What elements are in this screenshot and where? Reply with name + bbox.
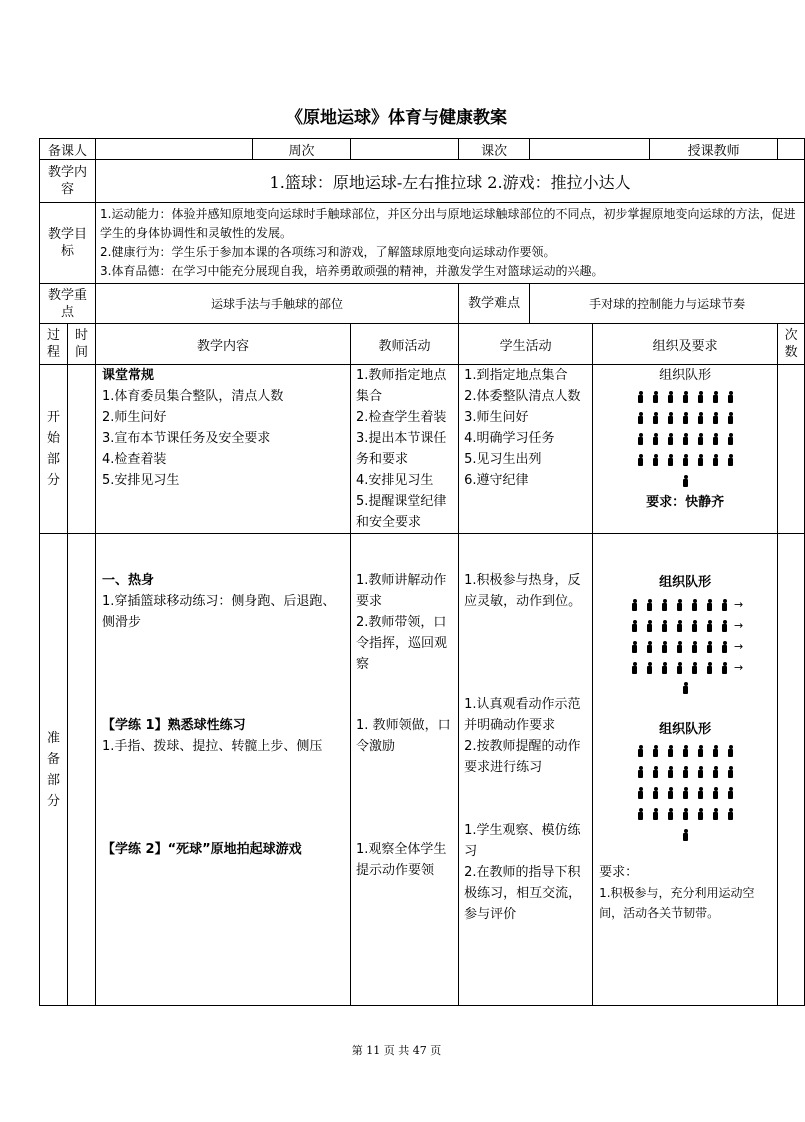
list-item: 5.安排见习生 bbox=[102, 473, 180, 488]
student-icon bbox=[667, 808, 674, 820]
student-icon bbox=[727, 787, 734, 799]
list-item: 6.遵守纪律 bbox=[464, 473, 529, 488]
goals-label: 教学目标 bbox=[40, 203, 96, 284]
student-icon bbox=[691, 620, 698, 632]
key-row bbox=[40, 284, 805, 324]
student-icon bbox=[682, 808, 689, 820]
student-icon bbox=[697, 808, 704, 820]
prep-student bbox=[459, 534, 593, 1006]
list-item: 1.体育委员集合整队，清点人数 bbox=[102, 389, 284, 404]
start-content-title: 课堂常规 bbox=[102, 368, 155, 383]
student-icon bbox=[652, 391, 659, 403]
teacher-label: 授课教师 bbox=[650, 139, 778, 160]
formation-title: 组织队形 bbox=[659, 722, 712, 737]
student-icon bbox=[691, 662, 698, 674]
student-icon bbox=[646, 641, 653, 653]
list-item: 5.见习生出列 bbox=[464, 452, 542, 467]
student-icon bbox=[697, 787, 704, 799]
student-icon bbox=[667, 391, 674, 403]
list-item: 1.教师指定地点集合 bbox=[356, 368, 447, 404]
student-icon bbox=[637, 787, 644, 799]
student-icon bbox=[712, 391, 719, 403]
list-item: 5.提醒课堂纪律和安全要求 bbox=[356, 494, 447, 530]
teacher-icon bbox=[682, 475, 689, 487]
lesson-label: 课次 bbox=[459, 139, 530, 160]
column-header-row bbox=[40, 324, 805, 365]
student-icon bbox=[682, 745, 689, 757]
difficulty-text: 手对球的控制能力与运球节奏 bbox=[530, 284, 805, 324]
col-count: 次数 bbox=[778, 324, 805, 365]
col-teacher: 教师活动 bbox=[351, 324, 459, 365]
student-icon bbox=[697, 433, 704, 445]
student-icon bbox=[727, 391, 734, 403]
student-icon bbox=[682, 787, 689, 799]
student-icon bbox=[712, 433, 719, 445]
formation-requirement: 要求：快静齐 bbox=[646, 495, 725, 510]
prep-teacher bbox=[351, 534, 459, 1006]
student-icon bbox=[691, 599, 698, 611]
student-icon bbox=[637, 766, 644, 778]
list-item: 1.积极参与热身，反应灵敏，动作到位。 bbox=[464, 573, 582, 609]
student-icon bbox=[631, 662, 638, 674]
student-icon bbox=[637, 412, 644, 424]
content-row bbox=[40, 160, 805, 203]
start-time bbox=[68, 365, 96, 534]
formation-title: 组织队形 bbox=[659, 575, 712, 590]
student-icon bbox=[682, 454, 689, 466]
student-icon bbox=[727, 745, 734, 757]
student-icon bbox=[727, 808, 734, 820]
goals-row bbox=[40, 203, 805, 284]
goal-item: 3.体育品德：在学习中能充分展现自我，培养勇敢顽强的精神，并激发学生对篮球运动的兴趣。 bbox=[100, 264, 604, 278]
student-icon bbox=[712, 454, 719, 466]
page-footer: 第 11 页 共 47 页 bbox=[351, 1044, 442, 1057]
org-requirement-text: 1.积极参与，充分利用运动空间，活动各关节韧带。 bbox=[599, 886, 755, 920]
student-icon bbox=[646, 662, 653, 674]
student-icon bbox=[721, 620, 728, 632]
preparer-value bbox=[96, 139, 253, 160]
student-icon bbox=[646, 599, 653, 611]
student-icon bbox=[712, 808, 719, 820]
list-item: 2.师生问好 bbox=[102, 410, 167, 425]
student-icon bbox=[697, 454, 704, 466]
student-icon bbox=[712, 766, 719, 778]
student-icon bbox=[652, 433, 659, 445]
student-icon bbox=[676, 620, 683, 632]
list-item: 1.认真观看动作示范并明确动作要求 bbox=[464, 697, 581, 733]
student-icon bbox=[676, 662, 683, 674]
start-org bbox=[593, 365, 778, 534]
student-icon bbox=[712, 412, 719, 424]
student-icon bbox=[667, 454, 674, 466]
student-icon bbox=[652, 745, 659, 757]
student-icon bbox=[706, 599, 713, 611]
difficulty-label: 教学难点 bbox=[459, 284, 530, 324]
list-item: 2.按教师提醒的动作要求进行练习 bbox=[464, 739, 581, 775]
student-icon bbox=[697, 766, 704, 778]
student-icon bbox=[652, 808, 659, 820]
start-phase-label: 开始部分 bbox=[40, 365, 68, 534]
prep-time bbox=[68, 534, 96, 1006]
list-item: 2.教师带领，口令指挥，巡回观察 bbox=[356, 615, 448, 672]
org-requirement-title: 要求： bbox=[599, 865, 639, 880]
student-icon bbox=[697, 391, 704, 403]
student-icon bbox=[661, 662, 668, 674]
student-icon bbox=[637, 391, 644, 403]
col-time: 时间 bbox=[68, 324, 96, 365]
content-label: 教学内容 bbox=[40, 160, 96, 203]
student-icon bbox=[706, 662, 713, 674]
student-icon bbox=[676, 599, 683, 611]
key-label: 教学重点 bbox=[40, 284, 96, 324]
prep-phase-label: 准备部分 bbox=[40, 534, 68, 1006]
student-icon bbox=[667, 433, 674, 445]
prep-org bbox=[593, 534, 778, 1006]
list-item: 3.提出本节课任务和要求 bbox=[356, 431, 447, 467]
warmup-content: 1.穿插篮球移动练习：侧身跑、后退跑、侧滑步 bbox=[102, 594, 336, 630]
student-icon bbox=[727, 412, 734, 424]
col-content: 教学内容 bbox=[96, 324, 351, 365]
teacher-value bbox=[778, 139, 805, 160]
col-process: 过程 bbox=[40, 324, 68, 365]
list-item: 1.教师讲解动作要求 bbox=[356, 573, 447, 609]
student-icon bbox=[682, 433, 689, 445]
list-item: 1.学生观察、模仿练习 bbox=[464, 823, 581, 859]
content-text: 1.篮球：原地运球-左右推拉球 2.游戏：推拉小达人 bbox=[96, 160, 805, 203]
prep-count bbox=[778, 534, 805, 1006]
student-icon bbox=[682, 766, 689, 778]
student-icon bbox=[652, 412, 659, 424]
arrow-right-icon: → bbox=[733, 640, 744, 653]
goal-item: 2.健康行为：学生乐于参加本课的各项练习和游戏，了解篮球原地变向运球动作要领。 bbox=[100, 245, 556, 259]
start-count bbox=[778, 365, 805, 534]
student-icon bbox=[697, 745, 704, 757]
student-icon bbox=[727, 766, 734, 778]
list-item: 4.检查着装 bbox=[102, 452, 167, 467]
student-icon bbox=[697, 412, 704, 424]
student-icon bbox=[637, 745, 644, 757]
student-icon bbox=[661, 599, 668, 611]
start-section-row bbox=[40, 365, 805, 534]
page-title: 《原地运球》体育与健康教案 bbox=[286, 108, 507, 128]
prep-section-row bbox=[40, 534, 805, 1006]
formation-title: 组织队形 bbox=[659, 368, 712, 383]
arrow-right-icon: → bbox=[733, 619, 744, 632]
teacher-icon bbox=[682, 829, 689, 841]
prep-content bbox=[96, 534, 351, 1006]
list-item: 2.体委整队清点人数 bbox=[464, 389, 581, 404]
week-value bbox=[351, 139, 459, 160]
student-icon bbox=[721, 641, 728, 653]
student-icon bbox=[706, 620, 713, 632]
preparer-label: 备课人 bbox=[40, 139, 96, 160]
student-icon bbox=[727, 433, 734, 445]
student-icon bbox=[646, 620, 653, 632]
warmup-formation-diagram bbox=[595, 594, 775, 699]
drill1-content: 1.手指、拨球、提拉、转髋上步、侧压 bbox=[102, 739, 323, 754]
col-org: 组织及要求 bbox=[593, 324, 778, 365]
student-icon bbox=[682, 412, 689, 424]
formation-diagram bbox=[595, 387, 775, 492]
student-icon bbox=[682, 391, 689, 403]
info-row bbox=[40, 139, 805, 160]
start-teacher bbox=[351, 365, 459, 534]
list-item: 4.明确学习任务 bbox=[464, 431, 555, 446]
list-item: 3.师生问好 bbox=[464, 410, 529, 425]
student-icon bbox=[652, 766, 659, 778]
student-icon bbox=[637, 433, 644, 445]
student-icon bbox=[631, 620, 638, 632]
student-icon bbox=[631, 599, 638, 611]
list-item: 2.检查学生着装 bbox=[356, 410, 447, 425]
student-icon bbox=[661, 641, 668, 653]
list-item: 2.在教师的指导下积极练习，相互交流，参与评价 bbox=[464, 865, 582, 922]
student-icon bbox=[631, 641, 638, 653]
arrow-right-icon: → bbox=[733, 598, 744, 611]
student-icon bbox=[721, 599, 728, 611]
student-icon bbox=[712, 787, 719, 799]
list-item: 1.观察全体学生提示动作要领 bbox=[356, 842, 447, 878]
student-icon bbox=[727, 454, 734, 466]
student-icon bbox=[667, 787, 674, 799]
goal-item: 1.运动能力：体验并感知原地变向运球时手触球部位，并区分出与原地运球触球部位的不同点，初步掌握原地变向运球的方法，促进学生的身体协调性和灵敏性的发展。 bbox=[100, 207, 796, 240]
week-label: 周次 bbox=[253, 139, 351, 160]
student-icon bbox=[667, 745, 674, 757]
student-icon bbox=[721, 662, 728, 674]
teacher-icon bbox=[682, 682, 689, 694]
list-item: 1. 教师领做，口令激励 bbox=[356, 718, 451, 754]
lesson-plan-table bbox=[39, 138, 805, 1006]
list-item: 4.安排见习生 bbox=[356, 473, 434, 488]
student-icon bbox=[667, 412, 674, 424]
warmup-title: 一、热身 bbox=[102, 573, 155, 588]
list-item: 1.到指定地点集合 bbox=[464, 368, 568, 383]
student-icon bbox=[637, 808, 644, 820]
col-student: 学生活动 bbox=[459, 324, 593, 365]
student-icon bbox=[652, 787, 659, 799]
drill1-title: 【学练 1】熟悉球性练习 bbox=[102, 718, 246, 733]
student-icon bbox=[667, 766, 674, 778]
student-icon bbox=[637, 454, 644, 466]
drill1-formation-diagram bbox=[595, 741, 775, 846]
student-icon bbox=[661, 620, 668, 632]
lesson-value bbox=[530, 139, 650, 160]
student-icon bbox=[712, 745, 719, 757]
arrow-right-icon: → bbox=[733, 661, 744, 674]
key-text: 运球手法与手触球的部位 bbox=[96, 284, 459, 324]
drill2-title: 【学练 2】“死球”原地拍起球游戏 bbox=[102, 842, 302, 857]
list-item: 3.宣布本节课任务及安全要求 bbox=[102, 431, 271, 446]
start-content bbox=[96, 365, 351, 534]
start-student bbox=[459, 365, 593, 534]
goals-text bbox=[96, 203, 805, 284]
student-icon bbox=[706, 641, 713, 653]
student-icon bbox=[652, 454, 659, 466]
student-icon bbox=[676, 641, 683, 653]
student-icon bbox=[691, 641, 698, 653]
